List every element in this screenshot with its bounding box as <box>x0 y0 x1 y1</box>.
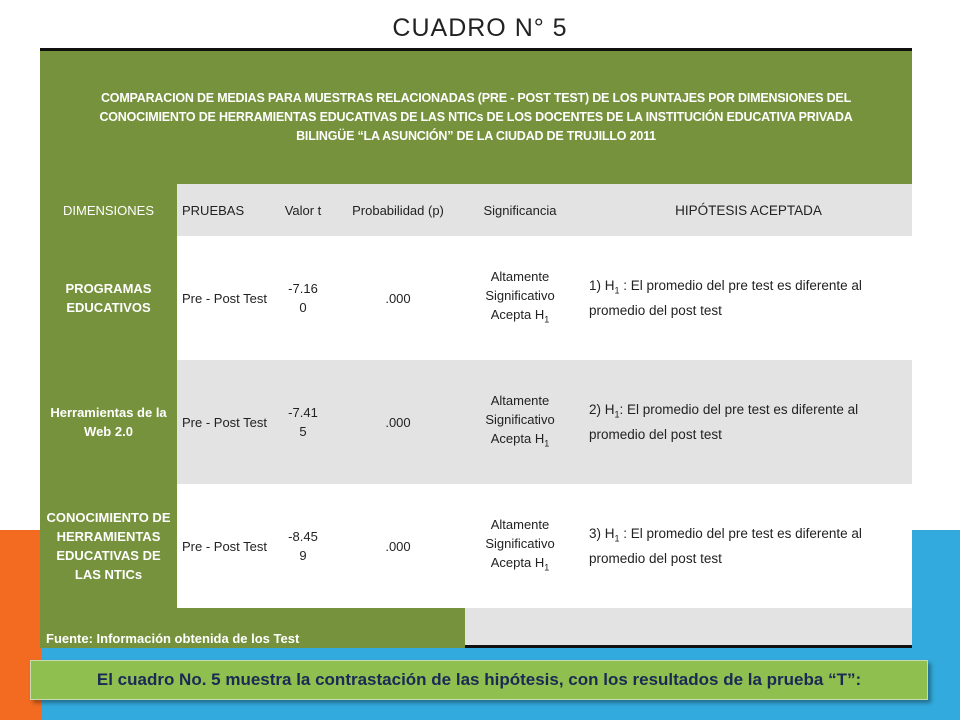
sig-accept: Acepta H <box>490 306 545 322</box>
row-significancia <box>457 484 583 608</box>
table-footer-row <box>40 608 912 648</box>
sig-label: Altamente Significativo <box>485 392 555 427</box>
col-header-valor-t: Valor t <box>284 202 322 218</box>
sig-label: Altamente Significativo <box>485 516 555 551</box>
row-significancia <box>457 236 583 360</box>
row-dimension: CONOCIMIENTO DE HERRAMIENTAS EDUCATIVAS DE LAS NTICs <box>40 484 177 608</box>
col-header-hipotesis: HIPÓTESIS ACEPTADA <box>675 202 822 218</box>
row-prueba: Pre - Post Test <box>182 538 268 554</box>
sig-sub: 1 <box>544 438 550 449</box>
row-dimension: Herramientas de la Web 2.0 <box>40 360 177 484</box>
row-probabilidad: .000 <box>385 290 411 306</box>
hip-text: : El promedio del pre test es diferente al promedio del post test <box>589 402 859 442</box>
table-header-row <box>40 184 912 236</box>
decor-blue-corner <box>910 530 960 650</box>
table-source-note: Fuente: Información obtenida de los Test <box>40 608 465 648</box>
sig-label: Altamente Significativo <box>485 268 555 303</box>
col-header-probabilidad: Probabilidad (p) <box>352 202 444 218</box>
table-heading: COMPARACION DE MEDIAS PARA MUESTRAS RELACIONADAS (PRE - POST TEST) DE LOS PUNTAJES POR DIMENSIONES DEL CONOCIMIENTO DE HERRAMIENTAS EDUCATIVAS DE LAS NTICs DE LOS DOCENTES DE LA INSTITUCIÓN EDUCATIVA PRIVADA BILINGÜE “LA ASUNCIÓN” DE LA CIUDAD DE TRUJILLO 2011 <box>99 91 853 143</box>
row-hipotesis <box>583 236 912 360</box>
col-header-significancia: Significancia <box>483 202 557 218</box>
hip-text: : El promedio del pre test es diferente al promedio del post test <box>589 278 862 318</box>
row-hipotesis <box>583 484 912 608</box>
hip-sub: 1 <box>614 285 620 296</box>
col-header-pruebas: PRUEBAS <box>182 202 245 218</box>
hip-num: 2) H <box>589 402 615 418</box>
table-row <box>40 360 912 484</box>
row-probabilidad: .000 <box>385 414 411 430</box>
hip-sub: 1 <box>614 533 620 544</box>
table-row <box>40 236 912 360</box>
sig-accept: Acepta H <box>490 430 545 446</box>
row-prueba: Pre - Post Test <box>182 290 268 306</box>
table-footer-blank <box>465 608 912 648</box>
row-valor-t: -7.160 <box>288 281 318 315</box>
hip-num: 3) H <box>589 526 615 542</box>
col-header-dimensiones: DIMENSIONES <box>40 184 177 236</box>
sig-accept: Acepta H <box>490 554 545 570</box>
row-probabilidad: .000 <box>385 538 411 554</box>
hip-num: 1) H <box>589 278 615 294</box>
sig-sub: 1 <box>544 314 550 325</box>
row-valor-t: -7.415 <box>288 405 318 439</box>
table-heading-band <box>40 48 912 184</box>
slide-title: CUADRO N° 5 <box>392 14 568 42</box>
row-significancia <box>457 360 583 484</box>
hip-text: : El promedio del pre test es diferente al promedio del post test <box>589 526 862 566</box>
table-row <box>40 484 912 608</box>
results-table <box>40 48 912 648</box>
row-dimension: PROGRAMAS EDUCATIVOS <box>40 236 177 360</box>
caption-banner: El cuadro No. 5 muestra la contrastación de las hipótesis, con los resultados de la prueba “T”: <box>30 660 928 700</box>
sig-sub: 1 <box>544 562 550 573</box>
row-valor-t: -8.459 <box>288 529 318 563</box>
row-hipotesis <box>583 360 912 484</box>
hip-sub: 1 <box>614 409 620 420</box>
row-prueba: Pre - Post Test <box>182 414 268 430</box>
